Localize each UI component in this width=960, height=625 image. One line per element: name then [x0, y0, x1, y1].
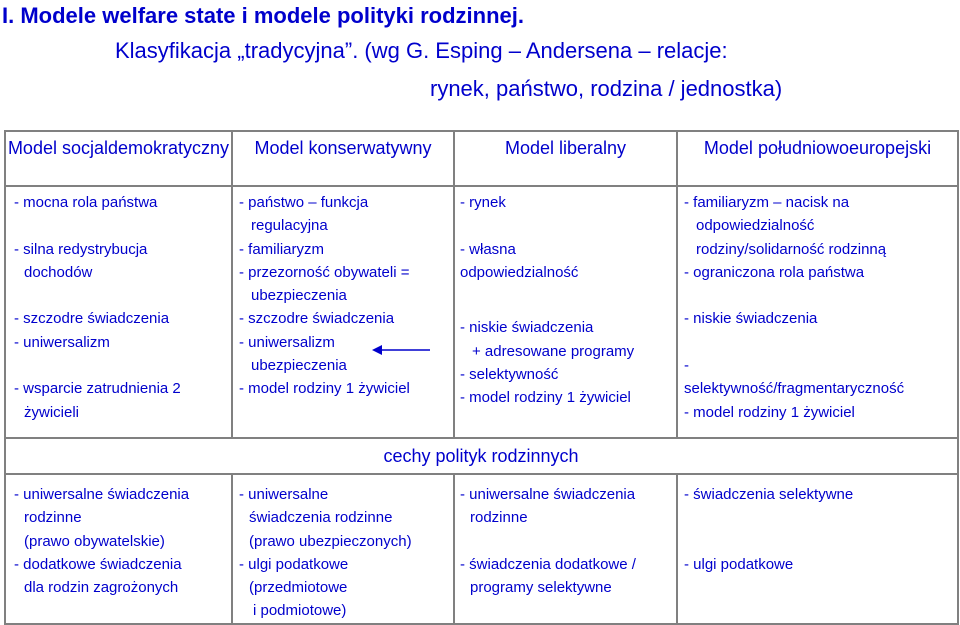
feature-line: - familiaryzm – nacisk na — [684, 194, 850, 211]
feature-line: - selektywność — [460, 366, 559, 384]
feature-line: - model rodziny 1 żywiciel — [460, 389, 631, 407]
grid-line-right — [957, 130, 959, 437]
header-line: socjaldemokratyczny — [61, 138, 230, 158]
header-line: Model — [254, 138, 304, 158]
feature-line: rodziny/solidarność rodzinną — [696, 240, 887, 258]
feature-line: - model rodziny 1 żywiciel — [684, 403, 855, 421]
header-liberalny — [455, 137, 676, 160]
feature-line: - uniwersalizm — [239, 333, 335, 351]
feature-line: - niskie świadczenia — [460, 319, 594, 337]
header-poludniowoeuropejski — [678, 137, 957, 160]
grid-line-col-2-lower — [453, 473, 455, 623]
feature-line: - mocna rola państwa — [14, 194, 158, 211]
policy-line: rodzinne — [470, 509, 528, 527]
grid-line-col-3 — [676, 130, 678, 437]
feature-line: - familiaryzm — [239, 240, 324, 258]
grid-line-left — [4, 130, 6, 437]
policy-line: - dodatkowe świadczenia — [14, 555, 182, 573]
header-socjaldemokratyczny — [6, 137, 231, 160]
feature-line: selektywność/fragmentaryczność — [684, 380, 905, 398]
policy-line: świadczenia rodzinne — [249, 509, 393, 527]
feature-line: - uniwersalizm — [14, 333, 110, 351]
header-line: Model — [7, 138, 57, 158]
grid-line-col-2 — [453, 130, 455, 437]
feature-line: żywicieli — [24, 403, 80, 421]
grid-line-section — [4, 473, 959, 475]
policy-line: - uniwersalne świadczenia — [460, 486, 636, 503]
header-line: konserwatywny — [308, 138, 432, 158]
policy-line: - ulgi podatkowe — [239, 555, 349, 573]
policy-line: (prawo ubezpieczonych) — [249, 532, 412, 550]
policy-line: - świadczenia dodatkowe / — [460, 555, 636, 573]
feature-line: - państwo – funkcja — [239, 194, 369, 211]
features-liberalny — [460, 191, 634, 410]
feature-line: - wsparcie zatrudnienia 2 — [14, 380, 181, 398]
feature-line: - przezorność obywateli = — [239, 263, 410, 281]
features-socjaldemokratyczny — [14, 191, 181, 424]
features-konserwatywny — [239, 191, 410, 401]
feature-line: - niskie świadczenia — [684, 310, 818, 328]
policy-line: i podmiotowe) — [253, 602, 347, 620]
page-title-line-2: Klasyfikacja „tradycyjna”. (wg G. Esping – Andersena – relacje: — [115, 38, 728, 63]
feature-line: - szczodre świadczenia — [239, 310, 395, 328]
policy-line: (przedmiotowe — [249, 579, 348, 597]
grid-line-col-1-lower — [231, 473, 233, 623]
feature-line: - silna redystrybucja — [14, 240, 148, 258]
feature-line: odpowiedzialność — [696, 217, 815, 235]
grid-line-right-lower — [957, 437, 959, 625]
header-konserwatywny — [233, 137, 453, 160]
feature-line: - szczodre świadczenia — [14, 310, 170, 328]
header-line: Model — [504, 138, 554, 158]
grid-line-top — [4, 130, 959, 132]
grid-line-mid — [4, 437, 959, 439]
grid-line-col-1 — [231, 130, 233, 437]
feature-line: - rynek — [460, 194, 506, 211]
policy-line: programy selektywne — [470, 579, 612, 597]
header-line: liberalny — [559, 138, 627, 158]
policy-line: - świadczenia selektywne — [684, 486, 854, 503]
feature-line: - ograniczona rola państwa — [684, 263, 865, 281]
feature-line: ubezpieczenia — [251, 357, 347, 375]
models-table — [4, 130, 959, 625]
header-line: południowoeuropejski — [757, 138, 932, 158]
policy-line: - ulgi podatkowe — [684, 555, 794, 573]
family-policy-poludniowoeuropejski — [684, 483, 853, 576]
policy-line: dla rodzin zagrożonych — [24, 579, 179, 597]
grid-line-left-lower — [4, 437, 6, 625]
header-line: Model — [703, 138, 753, 158]
feature-line: odpowiedzialność — [460, 263, 579, 281]
family-policy-konserwatywny — [239, 483, 412, 623]
family-policy-liberalny — [460, 483, 636, 599]
arrow-left-icon — [372, 343, 432, 357]
page-title-line-3: rynek, państwo, rodzina / jednostka) — [430, 76, 783, 101]
section-label: cechy polityk rodzinnych — [383, 446, 579, 466]
family-policy-socjaldemokratyczny — [14, 483, 189, 599]
feature-line: dochodów — [24, 263, 93, 281]
grid-line-col-3-lower — [676, 473, 678, 623]
policy-line: rodzinne — [24, 509, 82, 527]
feature-line: - — [684, 357, 689, 375]
features-poludniowoeuropejski — [684, 191, 904, 424]
grid-line-header — [4, 185, 959, 187]
feature-line: - własna — [460, 240, 516, 258]
policy-line: (prawo obywatelskie) — [24, 532, 165, 550]
feature-line: regulacyjna — [251, 217, 328, 235]
policy-line: - uniwersalne świadczenia — [14, 486, 190, 503]
policy-line: - uniwersalne — [239, 486, 329, 503]
feature-line: + adresowane programy — [472, 342, 635, 360]
feature-line: - model rodziny 1 żywiciel — [239, 380, 410, 398]
feature-line: ubezpieczenia — [251, 287, 347, 305]
page-title-line-1: I. Modele welfare state i modele polityki rodzinnej. — [2, 3, 525, 28]
